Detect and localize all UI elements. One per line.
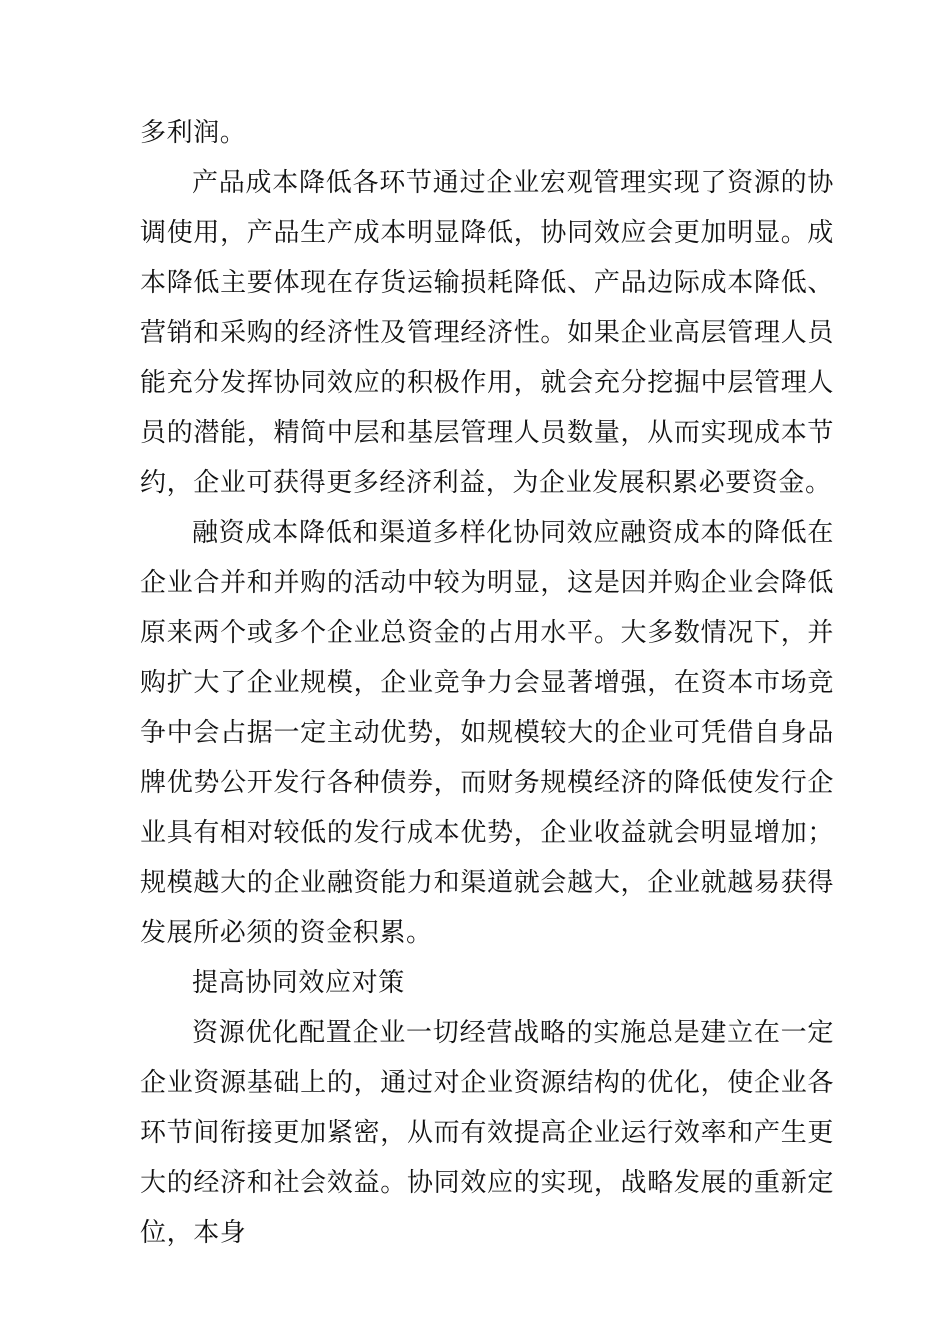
paragraph-resource-allocation: 资源优化配置企业一切经营战略的实施总是建立在一定企业资源基础上的，通过对企业资源结构的优化，使企业各环节间衔接更加紧密，从而有效提高企业运行效率和产生更大的经济和社会效益。协同效应的实现，战略发展的重新定位，本身 <box>140 1018 834 1248</box>
document-body <box>140 108 834 1258</box>
paragraph-cost-reduction: 产品成本降低各环节通过企业宏观管理实现了资源的协调使用，产品生产成本明显降低，协同效应会更加明显。成本降低主要体现在存货运输损耗降低、产品边际成本降低、营销和采购的经济性及管理经济性。如果企业高层管理人员能充分发挥协同效应的积极作用，就会充分挖掘中层管理人员的潜能，精简中层和基层管理人员数量，从而实现成本节约，企业可获得更多经济利益，为企业发展积累必要资金。 <box>140 168 834 498</box>
section-heading: 提高协同效应对策 <box>192 968 405 998</box>
paragraph-continuation: 多利润。 <box>140 118 247 148</box>
paragraph-financing: 融资成本降低和渠道多样化协同效应融资成本的降低在企业合并和并购的活动中较为明显，这是因并购企业会降低原来两个或多个企业总资金的占用水平。大多数情况下，并购扩大了企业规模，企业竞争力会显著增强，在资本市场竞争中会占据一定主动优势，如规模较大的企业可凭借自身品牌优势公开发行各种债券，而财务规模经济的降低使发行企业具有相对较低的发行成本优势，企业收益就会明显增加；规模越大的企业融资能力和渠道就会越大，企业就越易获得发展所必须的资金积累。 <box>140 518 834 948</box>
